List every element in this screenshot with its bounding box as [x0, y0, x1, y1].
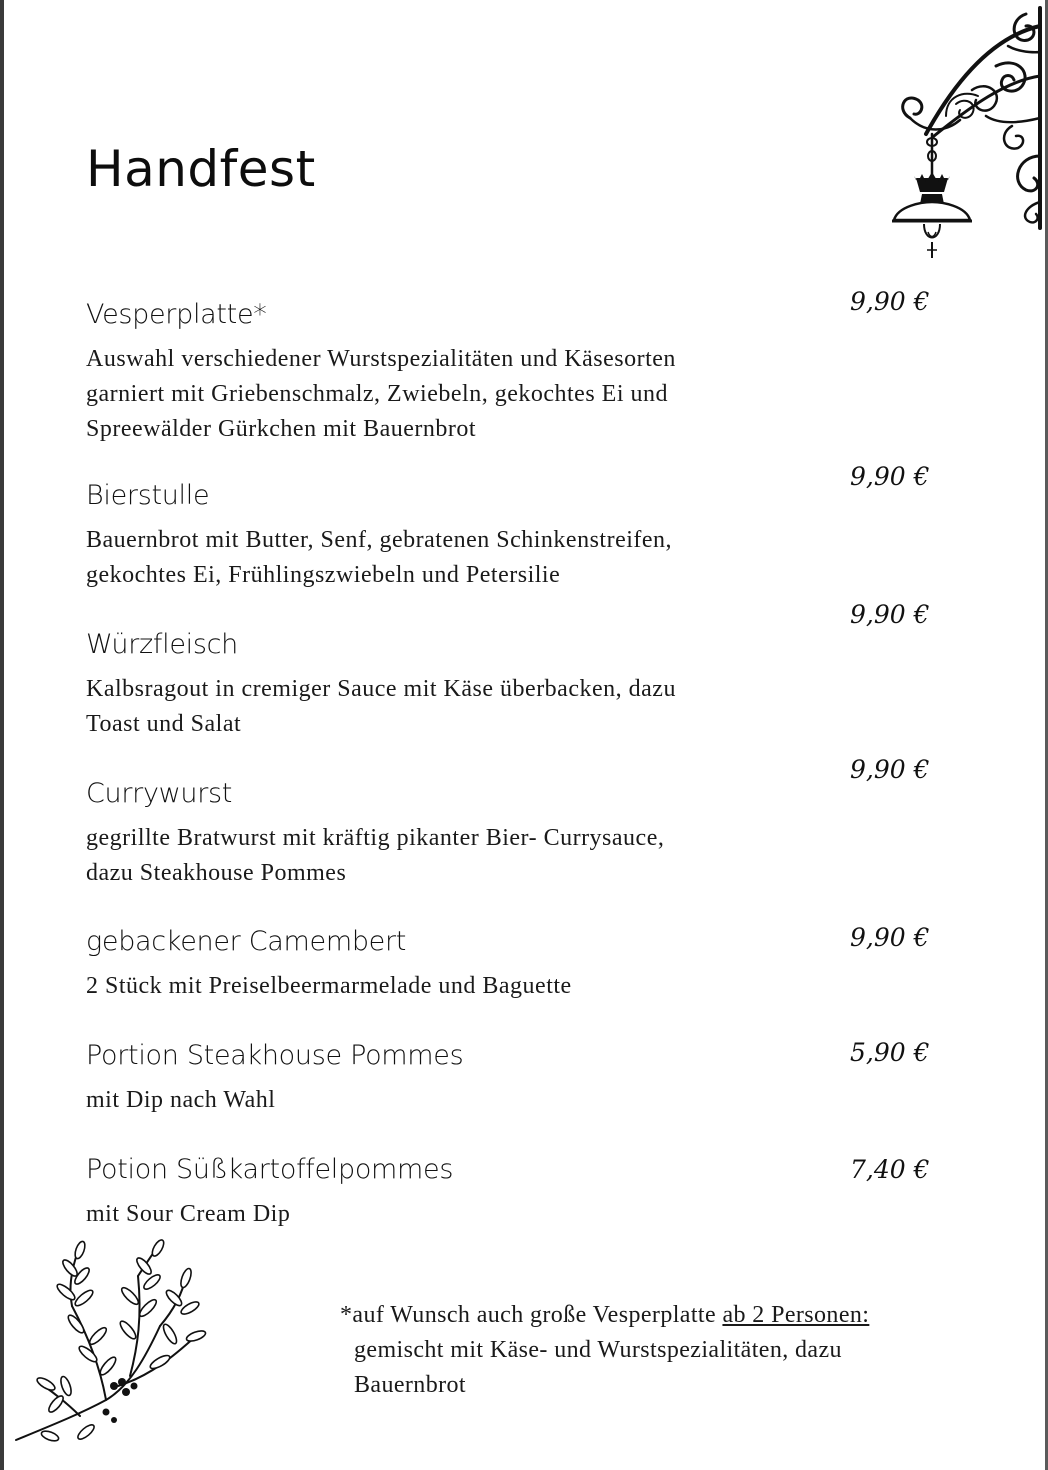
item-description: Auswahl verschiedener Wurstspezialitäten und Käsesorten garniert mit Griebenschmalz, Zwiebeln, gekochtes Ei und Spreewälder Gürkchen mit Bauernbrot [86, 346, 676, 442]
item-price: 5,90 € [850, 1038, 930, 1067]
footnote-line-2: gemischt mit Käse- und Wurstspezialitäten, dazu [354, 1337, 842, 1363]
item-price: 9,90 € [850, 600, 930, 629]
menu-item-vesperplatte [86, 298, 936, 447]
item-name: Portion Steakhouse Pommes [86, 1040, 464, 1071]
item-description: mit Sour Cream Dip [86, 1201, 291, 1227]
item-description: gegrillte Bratwurst mit kräftig pikanter Bier- Currysauce, dazu Steakhouse Pommes [86, 825, 665, 886]
page-title: Handfest [86, 140, 316, 198]
item-name: gebackener Camembert [86, 926, 407, 957]
item-price: 9,90 € [850, 923, 930, 952]
menu-item-currywurst [86, 777, 936, 891]
menu-item-wuerzfleisch [86, 628, 936, 742]
item-name: Würzfleisch [86, 629, 238, 660]
item-name: Currywurst [86, 778, 233, 809]
footnote-line-1: *auf Wunsch auch große Vesperplatte ab 2 Personen: [340, 1302, 870, 1328]
item-name: Vesperplatte* [86, 299, 267, 330]
item-name: Potion Süßkartoffelpommes [86, 1154, 454, 1185]
wall-lantern-icon [886, 6, 1046, 262]
item-description: Kalbsragout in cremiger Sauce mit Käse überbacken, dazu Toast und Salat [86, 676, 676, 737]
item-price: 9,90 € [850, 755, 930, 784]
menu-item-camembert [86, 925, 936, 1004]
menu-item-steakhouse-pommes [86, 1039, 936, 1118]
page-frame-left [0, 0, 4, 1470]
footnote-line-3: Bauernbrot [354, 1372, 466, 1398]
footnote [340, 1298, 940, 1403]
item-description: Bauernbrot mit Butter, Senf, gebratenen Schinkenstreifen, gekochtes Ei, Frühlingszwiebeln und Petersilie [86, 527, 673, 588]
item-price: 7,40 € [850, 1155, 930, 1184]
item-name: Bierstulle [86, 480, 210, 511]
item-description: 2 Stück mit Preiselbeermarmelade und Baguette [86, 973, 572, 999]
menu-item-suesskartoffelpommes [86, 1153, 936, 1232]
item-price: 9,90 € [850, 462, 930, 491]
menu-item-bierstulle [86, 479, 936, 593]
item-price: 9,90 € [850, 287, 930, 316]
herb-branch-icon [10, 1236, 210, 1460]
item-description: mit Dip nach Wahl [86, 1087, 276, 1113]
